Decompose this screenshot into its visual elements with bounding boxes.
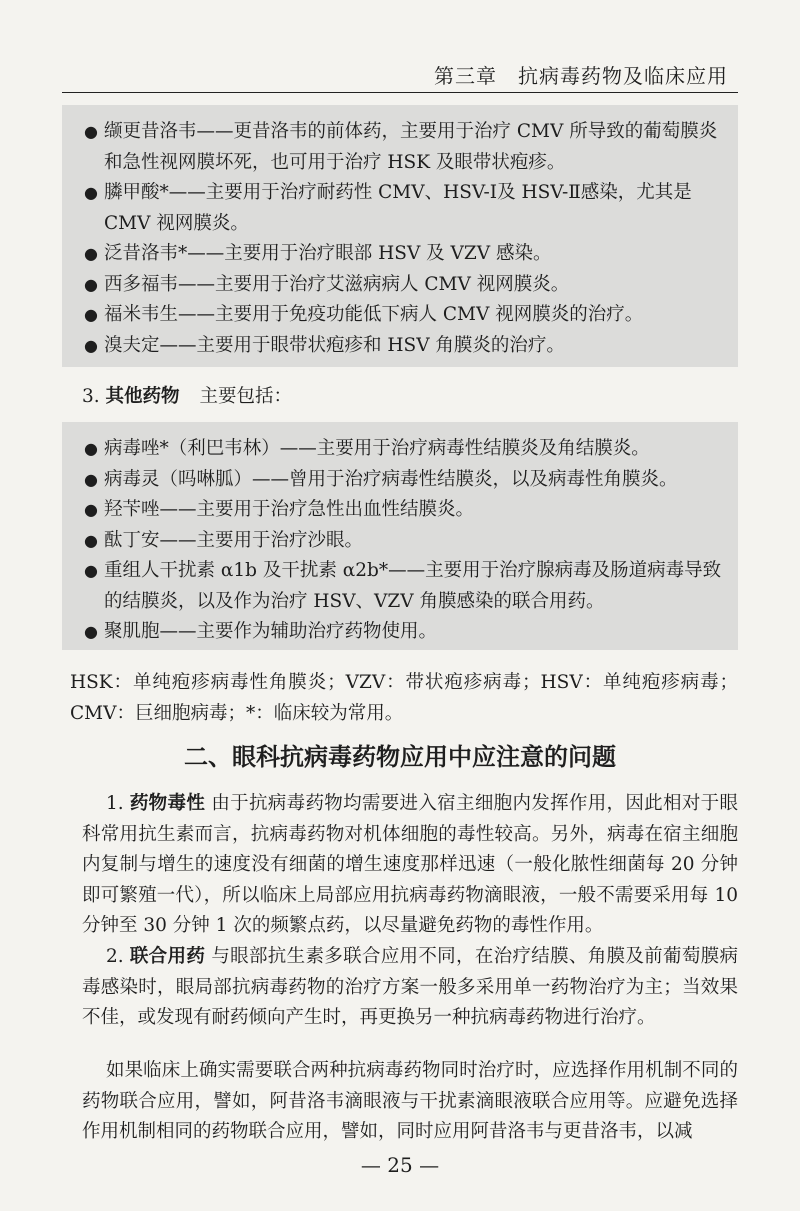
section-heading: 二、眼科抗病毒药物应用中应注意的问题 [184, 742, 616, 771]
bullet-icon: ● [84, 335, 98, 355]
list-item: ● 病毒唑*（利巴韦林）——主要用于治疗病毒性结膜炎及角结膜炎。 [82, 434, 726, 465]
bullet-icon: ● [84, 439, 98, 458]
list-item: ● 酞丁安——主要用于治疗沙眼。 [82, 526, 726, 557]
other-drugs-heading: 3. 其他药物 主要包括： [82, 386, 292, 407]
list-item: ● 羟苄唑——主要用于治疗急性出血性结膜炎。 [82, 495, 726, 526]
bullet-icon: ● [84, 500, 98, 519]
bullet-icon: ● [84, 622, 98, 641]
list-item: ● 溴夫定——主要用于眼带状疱疹和 HSV 角膜炎的治疗。 [82, 331, 726, 362]
list-item: ● 西多福韦——主要用于治疗艾滋病病人 CMV 视网膜炎。 [82, 270, 726, 301]
paragraph-combination: 2. 联合用药 与眼部抗生素多联合应用不同，在治疗结膜、角膜及前葡萄膜病毒感染时，眼局部抗病毒药物的治疗方案一般多采用单一药物治疗为主；当效果不佳，或发现有耐药倾向产生时，再更换另一种抗病毒药物进行治疗。 [82, 946, 738, 1028]
list-item: ● 病毒灵（吗啉胍）——曾用于治疗病毒性结膜炎，以及病毒性角膜炎。 [82, 465, 726, 496]
drug-list-box-1 [62, 105, 738, 367]
bullet-icon: ● [84, 305, 98, 324]
bullet-icon: ● [84, 122, 98, 141]
bullet-icon: ● [84, 530, 98, 550]
list-item: ● 聚肌胞——主要作为辅助治疗药物使用。 [82, 617, 726, 648]
list-item: ● 膦甲酸*——主要用于治疗耐药性 CMV、HSV-Ⅰ及 HSV-Ⅱ感染，尤其是 CMV 视网膜炎。 [82, 178, 726, 239]
list-item: ● 泛昔洛韦*——主要用于治疗眼部 HSV 及 VZV 感染。 [82, 239, 726, 270]
abbreviation-note: HSK：单纯疱疹病毒性角膜炎；VZV：带状疱疹病毒；HSV：单纯疱疹病毒；CMV：巨细胞病毒；*：临床较为常用。 [70, 672, 738, 724]
bullet-icon: ● [84, 561, 98, 580]
header-rule [62, 92, 738, 93]
bullet-icon: ● [84, 469, 98, 489]
list-item: ● 重组人干扰素 α1b 及干扰素 α2b*——主要用于治疗腺病毒及肠道病毒导致的结膜炎，以及作为治疗 HSV、VZV 角膜感染的联合用药。 [82, 556, 726, 617]
running-header: 第三章 抗病毒药物及临床应用 [434, 64, 728, 88]
bullet-icon: ● [84, 274, 98, 294]
list-item: ● 福米韦生——主要用于免疫功能低下病人 CMV 视网膜炎的治疗。 [82, 300, 726, 331]
list-item: ● 缬更昔洛韦——更昔洛韦的前体药，主要用于治疗 CMV 所导致的葡萄膜炎和急性视网膜坏死，也可用于治疗 HSK 及眼带状疱疹。 [82, 117, 726, 178]
bullet-icon: ● [84, 183, 98, 202]
page-number: — 25 — [360, 1153, 440, 1177]
drug-list-box-2 [62, 422, 738, 650]
paragraph-combination-note: 如果临床上确实需要联合两种抗病毒药物同时治疗时，应选择作用机制不同的药物联合应用，譬如，阿昔洛韦滴眼液与干扰素滴眼液联合应用等。应避免选择作用机制相同的药物联合应用，譬如，同时应用阿昔洛韦与更昔洛韦，以减 [82, 1060, 738, 1142]
bullet-icon: ● [84, 244, 98, 263]
paragraph-toxicity: 1. 药物毒性 由于抗病毒药物均需要进入宿主细胞内发挥作用，因此相对于眼科常用抗生素而言，抗病毒药物对机体细胞的毒性较高。另外，病毒在宿主细胞内复制与增生的速度没有细菌的增生速度那样迅速（一般化脓性细菌每 20 分钟即可繁殖一代），所以临床上局部应用抗病毒药物滴眼液，一般不需要采用每 10 分钟至 30 分钟 1 次的频繁点药，以尽量避免药物的毒性作用。 [82, 793, 738, 936]
